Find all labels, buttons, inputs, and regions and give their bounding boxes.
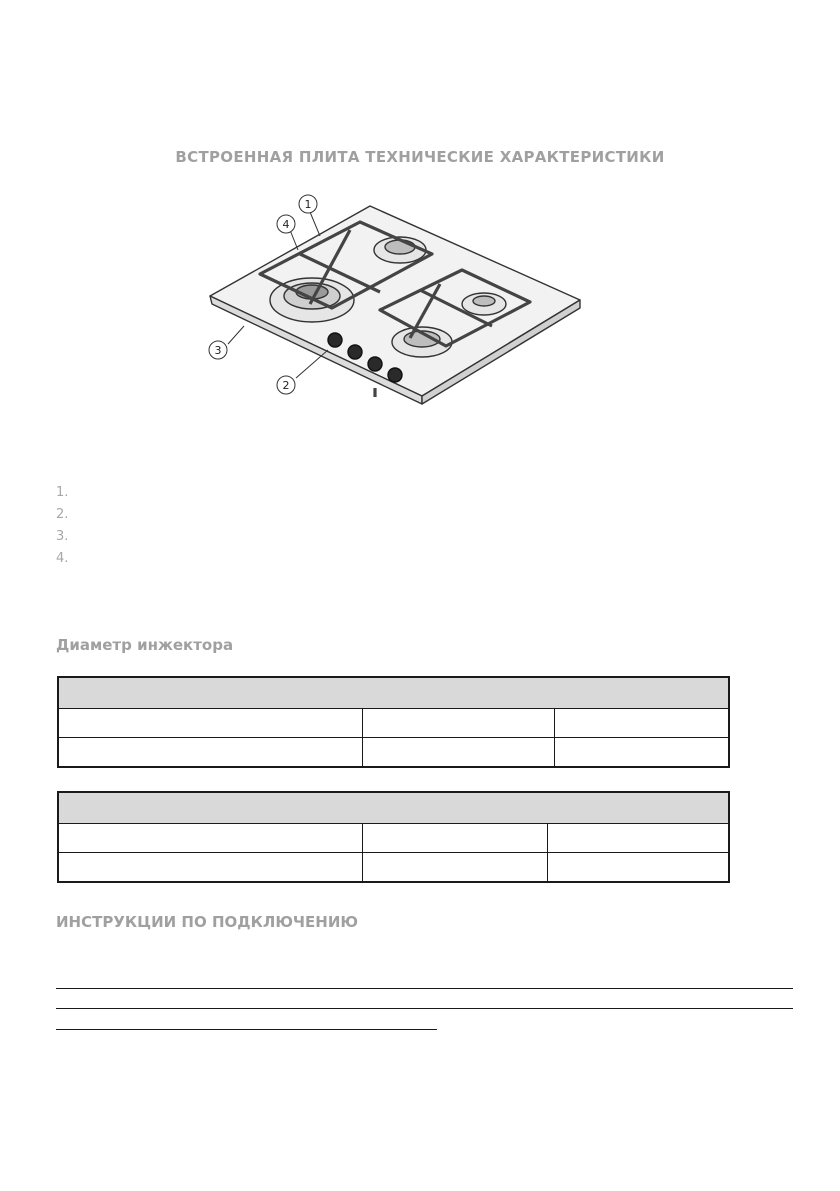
control-knob-3 — [368, 357, 382, 371]
text-underline — [56, 1008, 793, 1009]
callout-2: 2 — [282, 379, 290, 392]
injector-table-1 — [57, 676, 730, 768]
callout-1: 1 — [304, 198, 312, 211]
callout-3: 3 — [214, 344, 222, 357]
callout-4: 4 — [282, 218, 290, 231]
text-underline — [56, 988, 793, 989]
page-title: ВСТРОЕННАЯ ПЛИТА ТЕХНИЧЕСКИЕ ХАРАКТЕРИСТИКИ — [175, 148, 665, 166]
table-row — [58, 738, 729, 768]
injector-section-title: Диаметр инжектора — [56, 636, 234, 654]
control-knob-2 — [348, 345, 362, 359]
list-item: 2. — [56, 507, 69, 522]
connection-section-title: ИНСТРУКЦИИ ПО ПОДКЛЮЧЕНИЮ — [56, 913, 359, 931]
list-item: 4. — [56, 551, 69, 566]
control-knob-1 — [328, 333, 342, 347]
injector-table-2 — [57, 791, 730, 883]
table-row — [58, 709, 729, 738]
control-knob-4 — [388, 368, 402, 382]
parts-list — [56, 482, 68, 570]
table-header-cell — [58, 677, 729, 709]
table-header-cell — [58, 792, 729, 824]
text-underline — [56, 1029, 437, 1030]
table-row — [58, 853, 729, 883]
table-row — [58, 824, 729, 853]
list-item: 3. — [56, 529, 69, 544]
list-item: 1. — [56, 485, 69, 500]
cooktop-illustration — [200, 192, 600, 407]
